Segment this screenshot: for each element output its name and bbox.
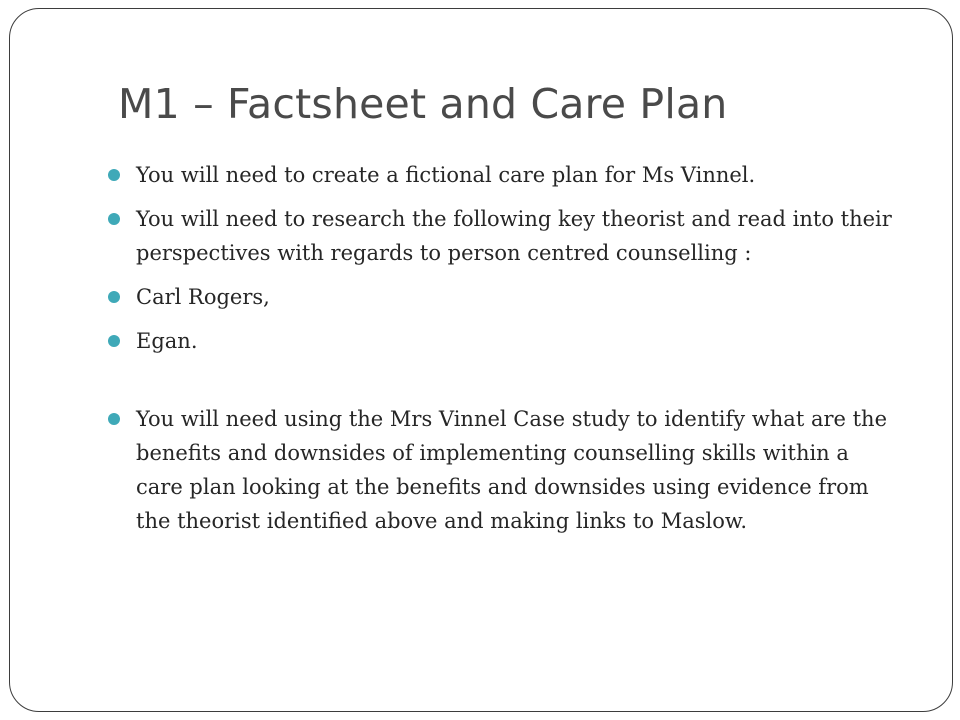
slide-title: M1 – Factsheet and Care Plan [118, 80, 728, 128]
bullet-list [108, 158, 898, 538]
bullet-text: You will need to research the following key theorist and read into their perspectives with regards to person centred counselling : [136, 207, 892, 265]
bullet-dot-icon [108, 335, 120, 347]
bullet-dot-icon [108, 213, 120, 225]
bullet-text: Egan. [136, 329, 198, 353]
bullet-item [108, 402, 898, 538]
bullet-text: Carl Rogers, [136, 285, 270, 309]
bullet-item [108, 158, 898, 192]
bullet-item [108, 202, 898, 270]
bullet-dot-icon [108, 291, 120, 303]
bullet-item [108, 324, 898, 358]
bullet-item [108, 280, 898, 314]
bullet-dot-icon [108, 169, 120, 181]
bullet-text: You will need to create a fictional care plan for Ms Vinnel. [136, 163, 756, 187]
bullet-text: You will need using the Mrs Vinnel Case study to identify what are the benefits and downsides of implementing counselling skills within a care plan looking at the benefits and downsides using evidence from the theorist identified above and making links to Maslow. [136, 407, 887, 533]
bullet-dot-icon [108, 413, 120, 425]
